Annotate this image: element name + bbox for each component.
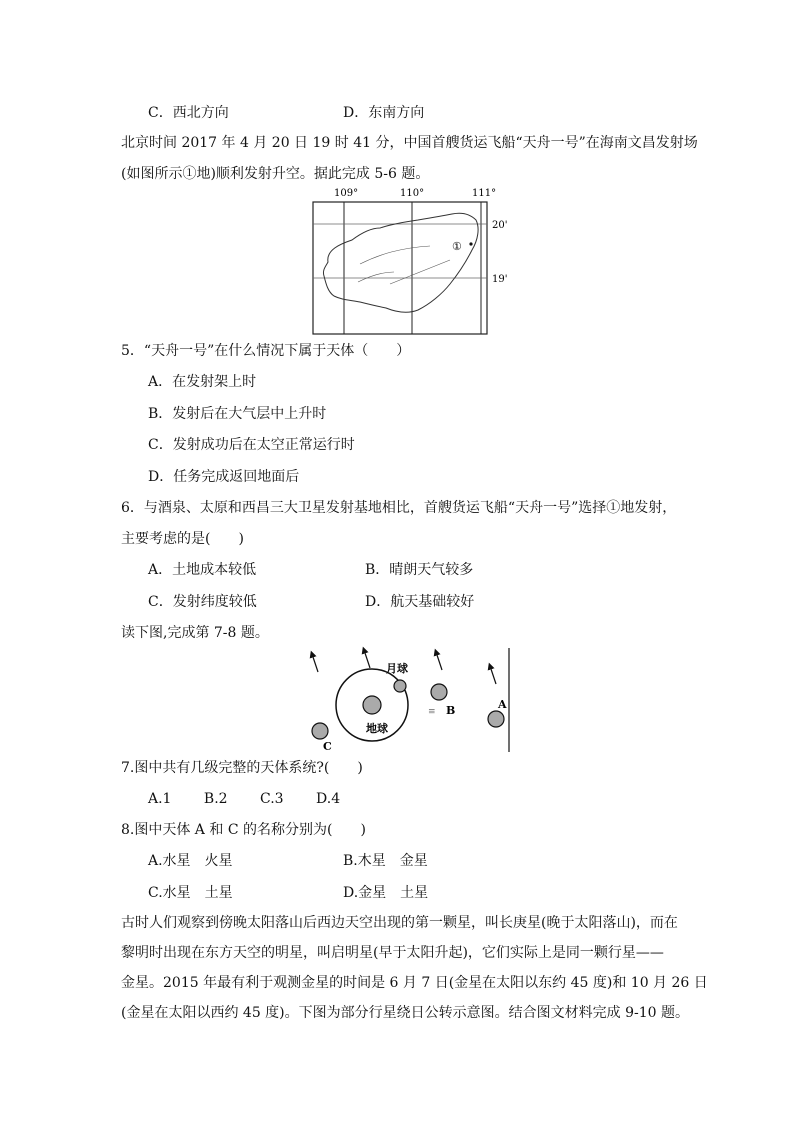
question-7: 7.图中共有几级完整的天体系统?( ) <box>121 760 363 776</box>
body-a <box>488 711 504 727</box>
earth-body <box>363 696 381 714</box>
intro-paragraph-line: (如图所示①地)顺利发射升空。据此完成 5-6 题。 <box>121 166 430 182</box>
label-b: B <box>446 704 456 717</box>
option-5a: A．在发射架上时 <box>148 374 257 390</box>
option-8a: A.水星 火星 <box>148 853 233 869</box>
launch-site-marker: ① <box>452 240 462 253</box>
intro-7-8: 读下图,完成第 7-8 题。 <box>121 625 269 641</box>
venus-paragraph-line: (金星在太阳以西约 45 度)。下图为部分行星绕日公转示意图。结合图文材料完成 9-10 题。 <box>121 1005 689 1021</box>
option-6a: A．土地成本较低 <box>148 562 257 578</box>
option-6d: D．航天基础较好 <box>365 594 475 610</box>
venus-paragraph-line: 金星。2015 年最有利于观测金星的时间是 6 月 7 日(金星在太阳以东约 45 度)和 10 月 26 日 <box>121 975 708 991</box>
option-4c: C．西北方向 <box>148 105 229 121</box>
option-5c: C．发射成功后在太空正常运行时 <box>148 437 355 453</box>
question-5: 5．“天舟一号”在什么情况下属于天体（ ） <box>121 343 411 359</box>
moon-label: 月球 <box>386 662 408 675</box>
option-6b: B．晴朗天气较多 <box>365 562 474 578</box>
lat-label-20: 20' <box>492 220 508 231</box>
question-6-cont: 主要考虑的是( ) <box>121 531 244 547</box>
option-6c: C．发射纬度较低 <box>148 594 257 610</box>
label-c: C <box>323 740 332 753</box>
option-8c: C.水星 土星 <box>148 885 233 901</box>
label-a: A <box>498 698 507 711</box>
lat-label-19: 19' <box>492 274 508 285</box>
body-b <box>431 684 447 700</box>
hainan-map-figure <box>300 184 512 336</box>
venus-paragraph-line: 黎明时出现在东方天空的明星，叫启明星(早于太阳升起)，它们实际上是同一颗行星—— <box>121 945 664 961</box>
intro-paragraph-line: 北京时间 2017 年 4 月 20 日 19 时 41 分，中国首艘货运飞船“天舟一号”在海南文昌发射场 <box>121 135 698 151</box>
svg-text:≡: ≡ <box>428 707 436 717</box>
options-7: A.1 B.2 C.3 D.4 <box>148 791 341 807</box>
lon-label-109: 109° <box>334 188 359 199</box>
option-5b: B．发射后在大气层中上升时 <box>148 406 327 422</box>
celestial-system-figure <box>300 644 516 754</box>
earth-label: 地球 <box>366 722 388 735</box>
lon-label-111: 111° <box>472 188 497 199</box>
question-8: 8.图中天体 A 和 C 的名称分别为( ) <box>121 822 366 838</box>
body-c <box>312 723 328 739</box>
option-8d: D.金星 土星 <box>343 885 429 901</box>
option-8b: B.木星 金星 <box>343 853 428 869</box>
option-4d: D．东南方向 <box>343 105 425 121</box>
option-5d: D．任务完成返回地面后 <box>148 469 300 485</box>
lon-label-110: 110° <box>400 188 425 199</box>
question-6: 6．与酒泉、太原和西昌三大卫星发射基地相比，首艘货运飞船“天舟一号”选择①地发射， <box>121 500 677 516</box>
venus-paragraph-line: 古时人们观察到傍晚太阳落山后西边天空出现的第一颗星，叫长庚星(晚于太阳落山)，而在 <box>121 915 678 931</box>
moon-body <box>394 680 406 692</box>
